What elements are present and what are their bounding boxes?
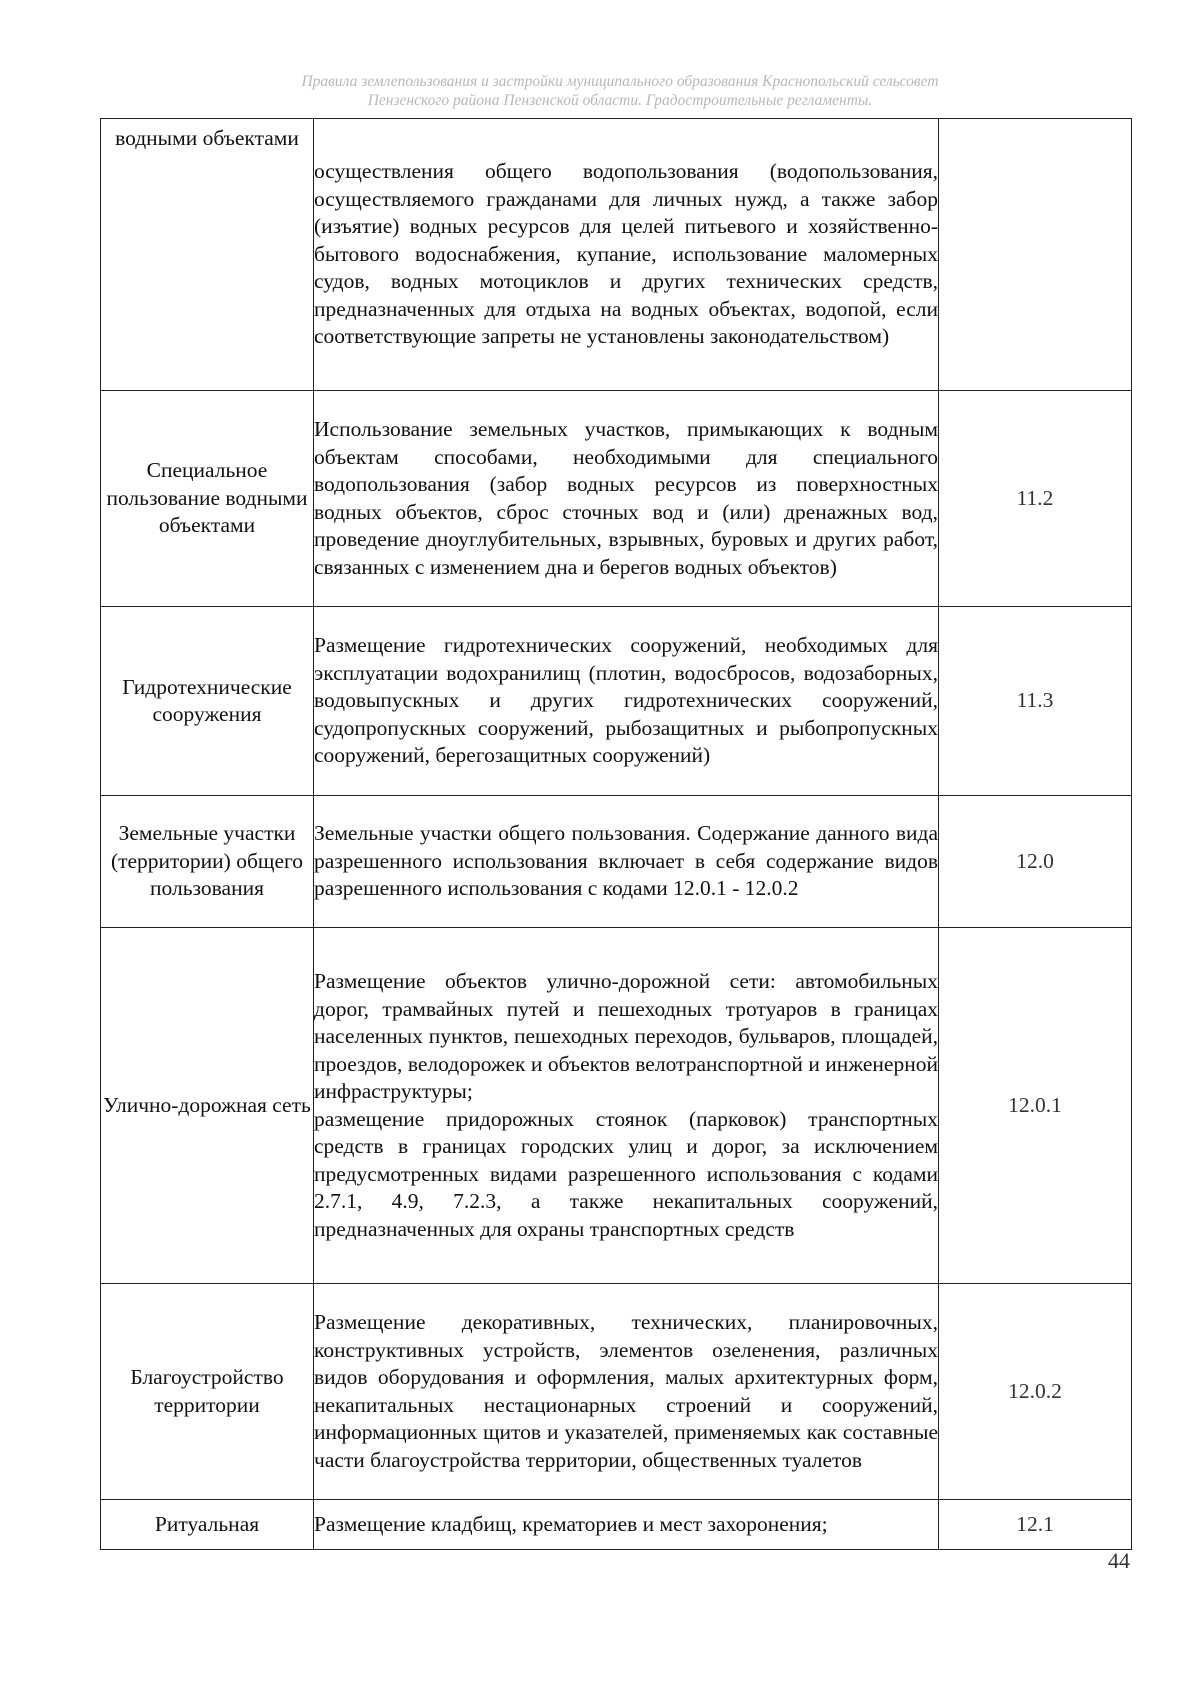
- use-code: [939, 119, 1132, 391]
- header-line-2: Пензенского района Пензенской области. Градостроительные регламенты.: [367, 92, 873, 109]
- header-line-1: Правила землепользования и застройки муниципального образования Краснопольский сельсовет: [301, 73, 939, 90]
- land-use-table: [100, 118, 1132, 1550]
- table-row: [101, 607, 1132, 796]
- table-row: [101, 796, 1132, 928]
- use-description: [314, 928, 939, 1284]
- table-row: [101, 391, 1132, 607]
- table-row: [101, 1500, 1132, 1550]
- use-name: Благоустройство территории: [101, 1284, 314, 1500]
- use-description: Размещение декоративных, технических, планировочных, конструктивных устройств, элементов озеленения, различных видов оборудования и оформления, малых архитектурных форм, некапитальных нестационарных строений и сооружений, информационных щитов и указателей, применяемых как составные части благоустройства территории, общественных туалетов: [314, 1284, 939, 1500]
- use-name: Улично-дорожная сеть: [101, 928, 314, 1284]
- use-code: 12.0: [939, 796, 1132, 928]
- use-name: Гидротехнические сооружения: [101, 607, 314, 796]
- use-code: 11.2: [939, 391, 1132, 607]
- use-description-part-1: Размещение объектов улично-дорожной сети: автомобильных дорог, трамвайных путей и пешеходных тротуаров в границах населенных пунктов, пешеходных переходов, бульваров, площадей, проездов, велодорожек и объектов велотранспортной и инженерной инфраструктуры;: [314, 969, 938, 1103]
- use-description: Размещение гидротехнических сооружений, необходимых для эксплуатации водохранилищ (плотин, водосбросов, водозаборных, водовыпускных и других гидротехнических сооружений, судопропускных сооружений, рыбозащитных и рыбопропускных сооружений, берегозащитных сооружений): [314, 607, 939, 796]
- use-description-part-2: размещение придорожных стоянок (парковок) транспортных средств в границах городских улиц и дорог, за исключением предусмотренных видами разрешенного использования с кодами 2.7.1, 4.9, 7.2.3, а также некапитальных сооружений, предназначенных для охраны транспортных средств: [314, 1106, 938, 1241]
- use-code: 12.1: [939, 1500, 1132, 1550]
- use-description: осуществления общего водопользования (водопользования, осуществляемого гражданами для личных нужд, а также забор (изъятие) водных ресурсов для целей питьевого и хозяйственно-бытового водоснабжения, купание, использование маломерных судов, водных мотоциклов и других технических средств, предназначенных для отдыха на водных объектах, водопой, если соответствующие запреты не установлены законодательством): [314, 119, 939, 391]
- table-row: [101, 928, 1132, 1284]
- use-code: 12.0.1: [939, 928, 1132, 1284]
- use-code: 12.0.2: [939, 1284, 1132, 1500]
- use-code: 11.3: [939, 607, 1132, 796]
- use-description: Земельные участки общего пользования. Содержание данного вида разрешенного использования включает в себя содержание видов разрешенного использования с кодами 12.0.1 - 12.0.2: [314, 796, 939, 928]
- use-name: Ритуальная: [101, 1500, 314, 1550]
- page-header: [160, 72, 1080, 110]
- table-row: [101, 1284, 1132, 1500]
- page-number: 44: [1108, 1548, 1130, 1573]
- table-row: [101, 119, 1132, 391]
- use-description: Использование земельных участков, примыкающих к водным объектам способами, необходимыми для специального водопользования (забор водных ресурсов из поверхностных водных объектов, сброс сточных вод и (или) дренажных вод, проведение дноуглубительных, взрывных, буровых и других работ, связанных с изменением дна и берегов водных объектов): [314, 391, 939, 607]
- use-name: Земельные участки (территории) общего пользования: [101, 796, 314, 928]
- use-description: Размещение кладбищ, крематориев и мест захоронения;: [314, 1500, 939, 1550]
- use-name: водными объектами: [101, 119, 314, 391]
- use-name: Специальное пользование водными объектами: [101, 391, 314, 607]
